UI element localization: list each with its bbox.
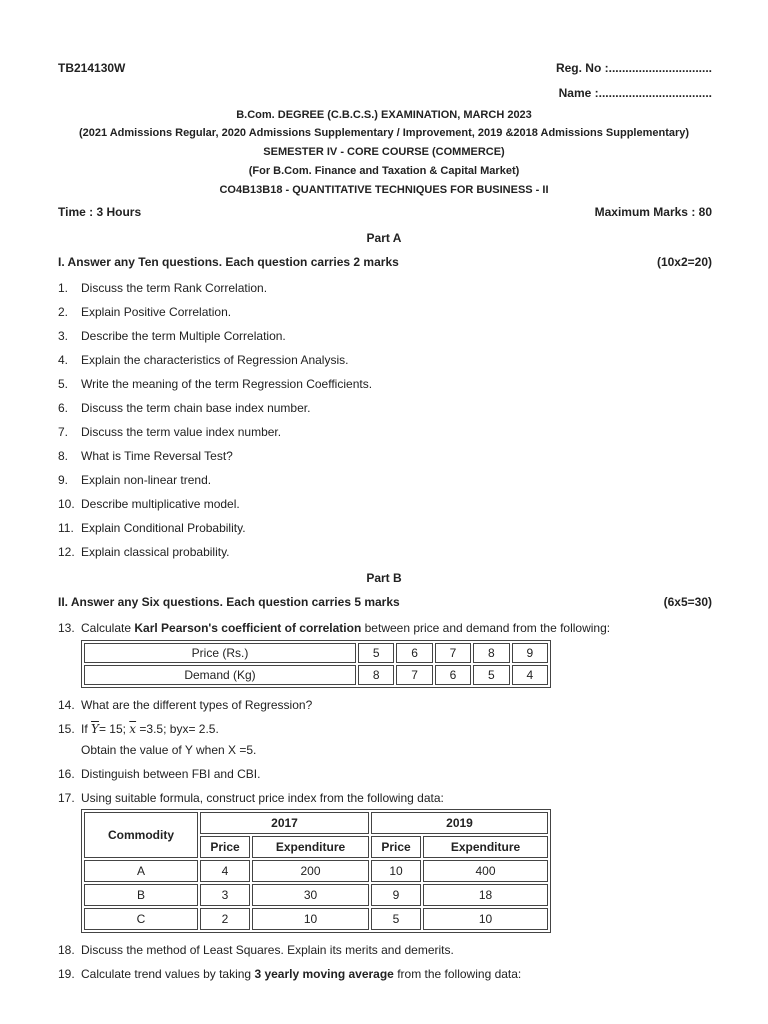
expenditure-header: Expenditure (423, 836, 548, 858)
part-a-title: Part A (366, 231, 402, 245)
table-cell: 30 (252, 884, 369, 906)
reg-no-field: Reg. No :............................... (555, 61, 712, 75)
max-marks-label: Maximum Marks : 80 (594, 205, 712, 219)
row-label: Price (Rs.) (84, 643, 356, 663)
question: 1. Discuss the term Rank Correlation. (58, 281, 268, 295)
price-demand-table (81, 640, 551, 688)
x-bar-symbol: $\overline{x}$ (129, 722, 137, 736)
table-cell: 5 (371, 908, 421, 930)
question-18: 18. Discuss the method of Least Squares. Explain its merits and demerits. (58, 943, 454, 957)
table-cell: 7 (396, 665, 432, 685)
table-cell: 10 (371, 860, 421, 882)
y-bar-symbol: $\overline{Y}$ (91, 722, 99, 736)
name-field: Name :.................................. (558, 86, 712, 100)
table-cell: 4 (200, 860, 250, 882)
question: 9. Explain non-linear trend. (58, 473, 212, 487)
table-cell: 6 (435, 665, 471, 685)
programme-line: (For B.Com. Finance and Taxation & Capital Market) (248, 165, 520, 177)
part-a-instruction: I. Answer any Ten questions. Each question carries 2 marks (58, 255, 399, 269)
table-cell: 7 (435, 643, 471, 663)
table-cell: 10 (423, 908, 548, 930)
table-cell: 4 (512, 665, 548, 685)
table-cell: C (84, 908, 198, 930)
question: 11. Explain Conditional Probability. (58, 521, 246, 535)
part-a-marks: (10x2=20) (656, 255, 712, 269)
table-cell: 18 (423, 884, 548, 906)
admissions-line: (2021 Admissions Regular, 2020 Admissions Supplementary / Improvement, 2019 &2018 Admissions Supplementary) (78, 127, 690, 139)
question-17: 17. Using suitable formula, construct price index from the following data: (58, 791, 444, 805)
part-b-marks: (6x5=30) (663, 595, 712, 609)
table-cell: 9 (371, 884, 421, 906)
price-header: Price (200, 836, 250, 858)
semester-line: SEMESTER IV - CORE COURSE (COMMERCE) (263, 146, 505, 158)
table-header-row (84, 812, 548, 834)
question: 4. Explain the characteristics of Regression Analysis. (58, 353, 349, 367)
course-line: CO4B13B18 - QUANTITATIVE TECHNIQUES FOR BUSINESS - II (219, 184, 549, 196)
question: 5. Write the meaning of the term Regression Coefficients. (58, 377, 373, 391)
year-header: 2019 (371, 812, 548, 834)
row-label: Demand (Kg) (84, 665, 356, 685)
paper-code: TB214130W (58, 61, 126, 75)
question: 6. Discuss the term chain base index number. (58, 401, 311, 415)
question: 7. Discuss the term value index number. (58, 425, 282, 439)
table-cell: 400 (423, 860, 548, 882)
year-header: 2017 (200, 812, 369, 834)
time-label: Time : 3 Hours (58, 205, 142, 219)
table-cell: B (84, 884, 198, 906)
table-cell: 200 (252, 860, 369, 882)
question: 2. Explain Positive Correlation. (58, 305, 232, 319)
table-cell: 8 (358, 665, 394, 685)
table-cell: 10 (252, 908, 369, 930)
table-cell: 5 (473, 665, 509, 685)
table-cell: 9 (512, 643, 548, 663)
part-b-instruction: II. Answer any Six questions. Each question carries 5 marks (58, 595, 400, 609)
question-15-line2: Obtain the value of Y when X =5. (81, 743, 257, 757)
table-row (84, 908, 548, 930)
question-14: 14. What are the different types of Regression? (58, 698, 313, 712)
part-b-title: Part B (366, 571, 402, 585)
commodity-header: Commodity (84, 812, 198, 858)
table-row (84, 665, 548, 685)
question-15: 15. If $\overline{Y}= 15$; $\overline{x} =3.5$; byx= 2.5. (58, 722, 219, 736)
table-cell: A (84, 860, 198, 882)
table-row (84, 860, 548, 882)
table-cell: 6 (396, 643, 432, 663)
price-index-table (81, 809, 551, 933)
question: 8. What is Time Reversal Test? (58, 449, 233, 463)
exam-title: B.Com. DEGREE (C.B.C.S.) EXAMINATION, MARCH 2023 (236, 109, 532, 121)
table-cell: 8 (473, 643, 509, 663)
table-row (84, 643, 548, 663)
question: 10. Describe multiplicative model. (58, 497, 240, 511)
question-13: 13. Calculate Karl Pearson's coefficient of correlation between price and demand from the following: (58, 621, 611, 635)
table-cell: 5 (358, 643, 394, 663)
table-cell: 2 (200, 908, 250, 930)
question-19: 19. Calculate trend values by taking 3 yearly moving average from the following data: (58, 967, 522, 981)
expenditure-header: Expenditure (252, 836, 369, 858)
question: 3. Describe the term Multiple Correlation. (58, 329, 286, 343)
question: 12. Explain classical probability. (58, 545, 230, 559)
price-header: Price (371, 836, 421, 858)
table-cell: 3 (200, 884, 250, 906)
question-16: 16. Distinguish between FBI and CBI. (58, 767, 261, 781)
table-row (84, 884, 548, 906)
